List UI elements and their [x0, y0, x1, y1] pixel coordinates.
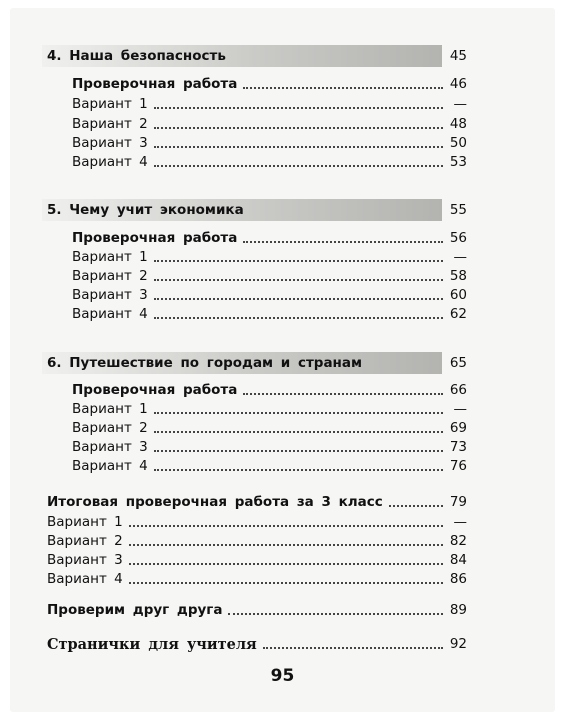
dot-leader [243, 228, 443, 248]
dot-leader [154, 266, 443, 286]
entry-label: Вариант 4 [72, 154, 148, 170]
entry-page: 82 [449, 533, 467, 549]
section-heading [47, 45, 467, 67]
entry-label: Странички для учителя [47, 635, 257, 653]
entry-label: Вариант 2 [72, 116, 148, 132]
dot-leader [129, 512, 443, 532]
section-heading [47, 352, 467, 374]
entry-label: Проверим друг друга [47, 602, 223, 618]
toc-entry [47, 600, 467, 620]
entry-page: 89 [449, 602, 467, 618]
entry-page: 56 [449, 230, 467, 246]
entry-page: 60 [449, 287, 467, 303]
toc-entry [72, 380, 467, 400]
toc-entry [72, 74, 467, 94]
section-page: 45 [449, 48, 467, 64]
toc-entry [72, 304, 467, 324]
entry-label: Вариант 3 [47, 552, 123, 568]
entry-page: — [453, 249, 467, 265]
entry-page: 86 [449, 571, 467, 587]
entry-page: 46 [449, 76, 467, 92]
toc-entry [72, 266, 467, 286]
dot-leader [154, 247, 443, 267]
entry-page: 48 [449, 116, 467, 132]
entry-page: — [453, 514, 467, 530]
entry-label: Итоговая проверочная работа за 3 класс [47, 494, 383, 510]
toc-entry [72, 247, 467, 267]
dot-leader [243, 380, 443, 400]
page-number: 95 [270, 666, 295, 686]
entry-label: Вариант 1 [72, 249, 148, 265]
toc-entry [47, 512, 467, 532]
entry-page: 73 [449, 439, 467, 455]
entry-page: 62 [449, 306, 467, 322]
toc-entry [72, 456, 467, 476]
dot-leader [154, 285, 443, 305]
toc-entry [72, 94, 467, 114]
dot-leader [154, 114, 443, 134]
entry-page: 79 [449, 494, 467, 510]
entry-label: Вариант 1 [47, 514, 123, 530]
dot-leader [154, 418, 443, 438]
toc-entry [47, 569, 467, 589]
entry-label: Вариант 2 [72, 420, 148, 436]
toc-entry [72, 228, 467, 248]
entry-page: 76 [449, 458, 467, 474]
toc-entry [47, 550, 467, 570]
section-title: 6. Путешествие по городам и странам [47, 355, 363, 371]
toc-entry [72, 285, 467, 305]
entry-label: Вариант 4 [72, 458, 148, 474]
toc-entry [72, 133, 467, 153]
dot-leader [154, 456, 443, 476]
toc-entry [47, 492, 467, 512]
dot-leader [263, 634, 443, 654]
entry-page: — [453, 401, 467, 417]
entry-label: Проверочная работа [72, 230, 238, 246]
dot-leader [243, 74, 443, 94]
dot-leader [154, 399, 443, 419]
dot-leader [228, 600, 443, 620]
dot-leader [154, 437, 443, 457]
entry-label: Вариант 3 [72, 287, 148, 303]
entry-label: Вариант 4 [47, 571, 123, 587]
dot-leader [154, 304, 443, 324]
dot-leader [129, 531, 443, 551]
entry-label: Вариант 2 [72, 268, 148, 284]
section-title: 4. Наша безопасность [47, 48, 226, 64]
toc-entry [72, 152, 467, 172]
section-heading [47, 199, 467, 221]
dot-leader [154, 152, 443, 172]
dot-leader [129, 569, 443, 589]
entry-page: 84 [449, 552, 467, 568]
entry-page: 92 [449, 636, 467, 652]
section-page: 55 [449, 202, 467, 218]
toc-entry [72, 437, 467, 457]
dot-leader [129, 550, 443, 570]
section-page: 65 [449, 355, 467, 371]
toc-entry [47, 531, 467, 551]
entry-page: — [453, 96, 467, 112]
toc-entry [47, 634, 467, 654]
toc-entry [72, 399, 467, 419]
entry-label: Вариант 3 [72, 135, 148, 151]
entry-page: 69 [449, 420, 467, 436]
entry-label: Вариант 4 [72, 306, 148, 322]
entry-label: Вариант 1 [72, 96, 148, 112]
toc-entry [72, 418, 467, 438]
entry-page: 66 [449, 382, 467, 398]
dot-leader [154, 133, 443, 153]
section-title: 5. Чему учит экономика [47, 202, 244, 218]
entry-label: Вариант 2 [47, 533, 123, 549]
dot-leader [389, 492, 443, 512]
entry-label: Проверочная работа [72, 76, 238, 92]
dot-leader [154, 94, 443, 114]
entry-label: Вариант 3 [72, 439, 148, 455]
entry-label: Вариант 1 [72, 401, 148, 417]
entry-page: 58 [449, 268, 467, 284]
toc-entry [72, 114, 467, 134]
entry-label: Проверочная работа [72, 382, 238, 398]
entry-page: 50 [449, 135, 467, 151]
entry-page: 53 [449, 154, 467, 170]
